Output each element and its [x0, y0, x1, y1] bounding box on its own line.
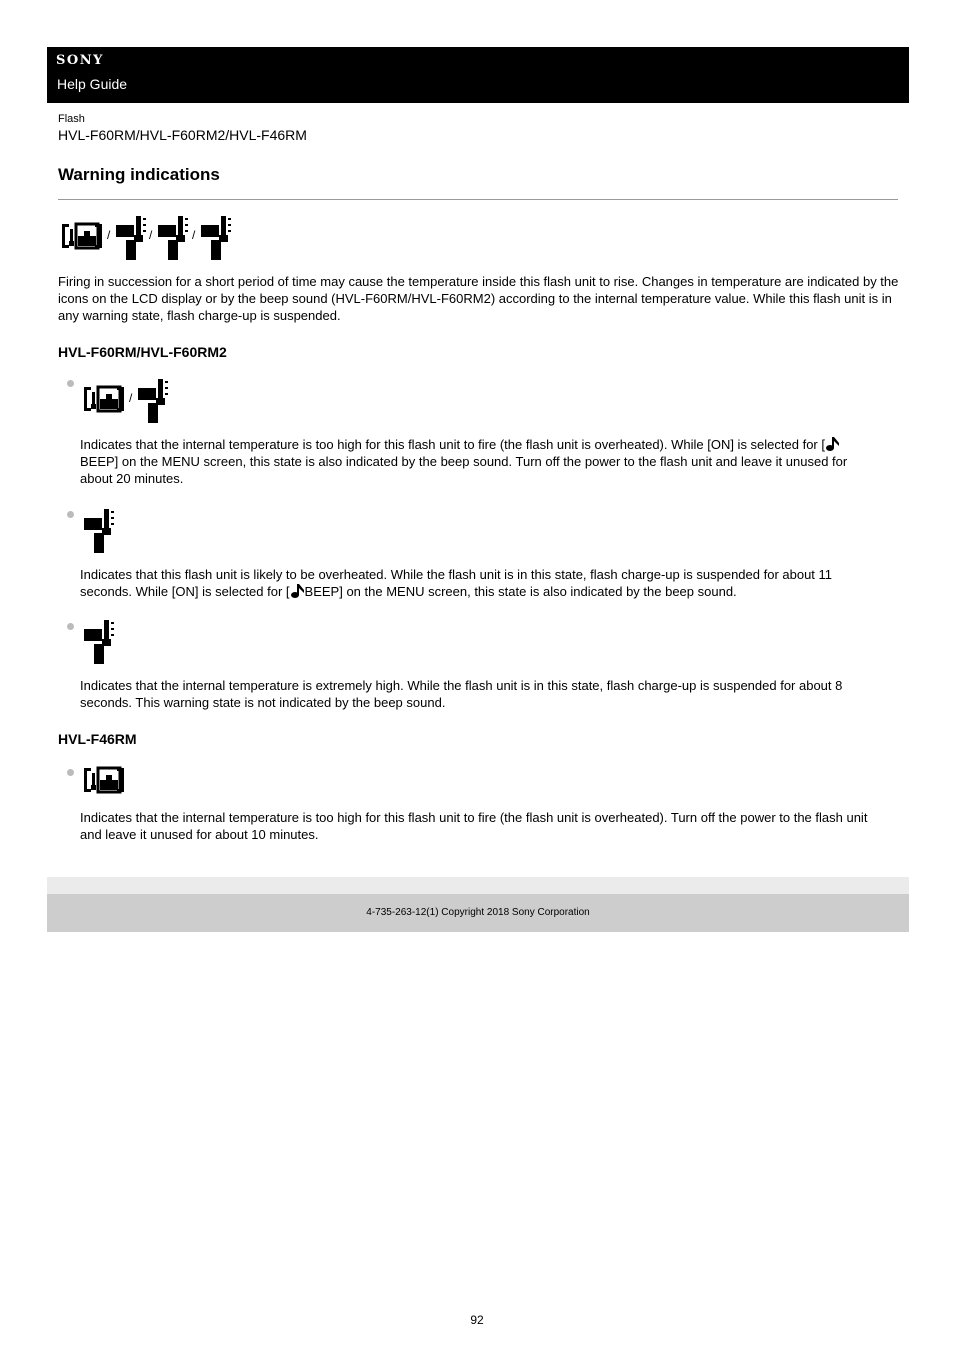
- breadcrumb[interactable]: Flash: [58, 113, 85, 125]
- item1-text: [80, 436, 900, 487]
- footer: [47, 894, 909, 932]
- beep-note-icon: [290, 583, 305, 599]
- bullet-icon: [67, 623, 74, 630]
- icon-separator: /: [192, 228, 196, 242]
- section-heading-f46: HVL-F46RM: [58, 731, 137, 747]
- item1-line1: Indicates that the internal temperature is too high for this flash unit to fire (the flash unit is overheated). While [ON] is selected for [: [80, 437, 825, 452]
- temperature-warning-icon: [84, 506, 114, 554]
- model-name: HVL-F60RM/HVL-F60RM2/HVL-F46RM: [58, 127, 307, 143]
- site-header: [47, 47, 909, 103]
- item2-text: [80, 566, 900, 600]
- page-title: Warning indications: [58, 165, 220, 184]
- item3-text: [80, 677, 900, 711]
- temperature-warning-icon: [84, 617, 114, 665]
- icon-separator: /: [149, 228, 153, 242]
- temperature-warning-icon: [201, 213, 231, 261]
- f46-line2: and leave it unused for about 10 minutes.: [80, 827, 319, 842]
- temperature-warning-icon: [158, 213, 188, 261]
- page-number: 92: [470, 1313, 484, 1327]
- item2-line2-start: seconds. While [ON] is selected for [: [80, 584, 290, 599]
- item2-line1: Indicates that this flash unit is likely to be overheated. While the flash unit is in this state, flash charge-up is suspended for about 11: [80, 567, 833, 582]
- intro-paragraph: Firing in succession for a short period of time may cause the temperature inside this flash unit to rise. Changes in temperature are indicated by the icons on the LCD display or by the beep sound (HVL-F60RM/HVL-F60RM2) according to the internal temperature value. While this flash unit is in any warning state, flash charge-up is suspended.: [58, 274, 899, 323]
- icon-separator: /: [107, 228, 111, 242]
- sony-logo[interactable]: SONY: [56, 53, 104, 68]
- temperature-warning-icon: [138, 376, 168, 424]
- icon-separator: /: [129, 391, 133, 405]
- beep-note-icon: [825, 436, 840, 452]
- copyright-text: 4-735-263-12(1) Copyright 2018 Sony Corporation: [366, 907, 590, 918]
- footer-spacer: [47, 877, 909, 894]
- item3-line2: seconds. This warning state is not indicated by the beep sound.: [80, 695, 446, 710]
- section-heading-f60: HVL-F60RM/HVL-F60RM2: [58, 344, 227, 360]
- overheat-flash-icon: [60, 221, 104, 251]
- item1-line2: BEEP] on the MENU screen, this state is also indicated by the beep sound. Turn off the power to the flash unit and leave it unused for: [80, 454, 848, 469]
- temperature-warning-icon: [116, 213, 146, 261]
- bullet-icon: [67, 380, 74, 387]
- overheat-flash-icon: [82, 384, 126, 414]
- f46-line1: Indicates that the internal temperature is too high for this flash unit to fire (the flash unit is overheated). Turn off the power to the flash unit: [80, 810, 868, 825]
- overheat-flash-icon: [82, 765, 126, 795]
- title-divider: [58, 199, 898, 200]
- help-guide-title: Help Guide: [57, 76, 128, 92]
- item2-line2-end: BEEP] on the MENU screen, this state is also indicated by the beep sound.: [304, 584, 737, 599]
- bullet-icon: [67, 511, 74, 518]
- item3-line1: Indicates that the internal temperature is extremely high. While the flash unit is in this state, flash charge-up is suspended for about 8: [80, 678, 843, 693]
- bullet-icon: [67, 769, 74, 776]
- item1-line3: about 20 minutes.: [80, 471, 184, 486]
- f46-item-text: [80, 809, 900, 843]
